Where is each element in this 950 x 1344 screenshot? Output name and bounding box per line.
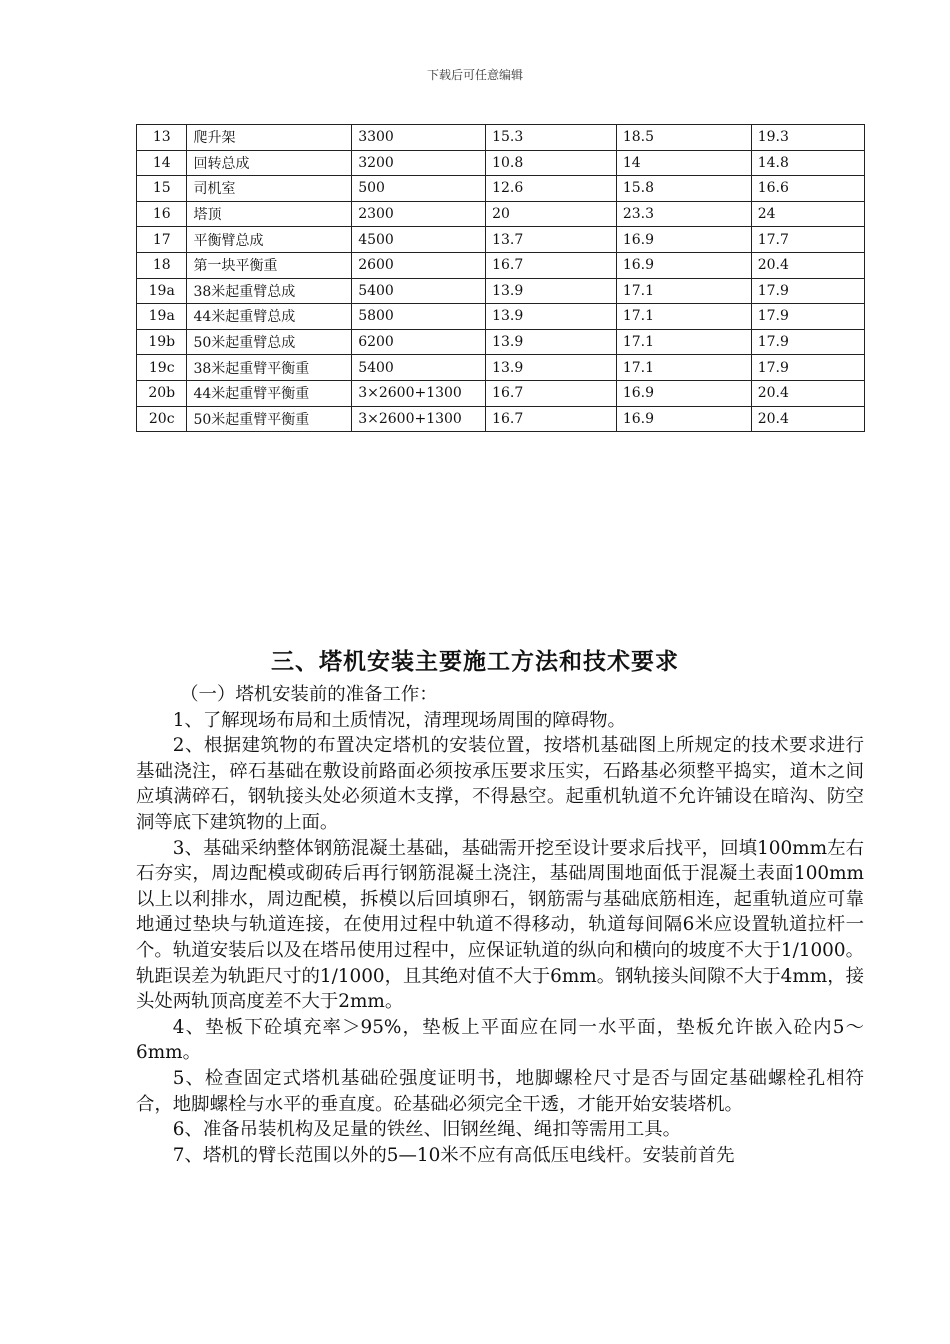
table-row — [137, 355, 865, 381]
table-row — [137, 125, 865, 151]
cell-value-a: 20 — [486, 201, 617, 227]
cell-value-a: 13.9 — [486, 329, 617, 355]
table-row — [137, 201, 865, 227]
cell-component: 50米起重臂总成 — [187, 329, 352, 355]
cell-weight: 2300 — [352, 201, 486, 227]
cell-weight: 4500 — [352, 227, 486, 253]
paragraph-5: 5、检查固定式塔机基础砼强度证明书，地脚螺栓尺寸是否与固定基础螺栓孔相符合，地脚螺栓与水平的垂直度。砼基础必须完全干透，才能开始安装塔机。 — [136, 1067, 864, 1115]
cell-no: 13 — [137, 125, 187, 151]
table-row — [137, 380, 865, 406]
cell-value-b: 17.1 — [616, 304, 751, 330]
cell-value-b: 16.9 — [616, 227, 751, 253]
cell-value-c: 20.4 — [751, 406, 864, 432]
cell-value-a: 13.9 — [486, 278, 617, 304]
section-subheading: （一）塔机安装前的准备工作： — [180, 684, 438, 705]
cell-value-b: 17.1 — [616, 278, 751, 304]
page-header-note: 下载后可任意编辑 — [426, 68, 523, 82]
cell-value-c: 17.9 — [751, 329, 864, 355]
cell-no: 20b — [137, 380, 187, 406]
table-row — [137, 406, 865, 432]
cell-value-a: 13.9 — [486, 304, 617, 330]
cell-component: 38米起重臂平衡重 — [187, 355, 352, 381]
cell-no: 17 — [137, 227, 187, 253]
cell-value-c: 14.8 — [751, 150, 864, 176]
cell-weight: 3200 — [352, 150, 486, 176]
cell-weight: 3×2600+1300 — [352, 406, 486, 432]
cell-weight: 5800 — [352, 304, 486, 330]
cell-value-c: 20.4 — [751, 380, 864, 406]
cell-value-c: 17.9 — [751, 304, 864, 330]
cell-component: 44米起重臂总成 — [187, 304, 352, 330]
cell-no: 20c — [137, 406, 187, 432]
cell-weight: 6200 — [352, 329, 486, 355]
cell-weight: 2600 — [352, 252, 486, 278]
cell-value-a: 10.8 — [486, 150, 617, 176]
cell-value-c: 19.3 — [751, 125, 864, 151]
components-table-body — [137, 125, 865, 432]
cell-no: 16 — [137, 201, 187, 227]
table-row — [137, 329, 865, 355]
cell-weight: 5400 — [352, 278, 486, 304]
table-row — [137, 304, 865, 330]
cell-component: 50米起重臂平衡重 — [187, 406, 352, 432]
cell-component: 44米起重臂平衡重 — [187, 380, 352, 406]
cell-weight: 3×2600+1300 — [352, 380, 486, 406]
cell-value-b: 16.9 — [616, 380, 751, 406]
cell-value-a: 12.6 — [486, 176, 617, 202]
cell-component: 司机室 — [187, 176, 352, 202]
cell-value-c: 17.9 — [751, 278, 864, 304]
cell-value-a: 15.3 — [486, 125, 617, 151]
paragraph-1: 1、了解现场布局和土质情况，清理现场周围的障碍物。 — [172, 709, 626, 731]
cell-value-a: 13.9 — [486, 355, 617, 381]
cell-value-b: 23.3 — [616, 201, 751, 227]
paragraph-3: 3、基础采纳整体钢筋混凝土基础，基础需开挖至设计要求后找平，回填100mm左右石夯实，周边配模或砌砖后再行钢筋混凝土浇注，基础周围地面低于混凝土表面100mm以上以利排水，周边配模，拆模以后回填卵石，钢筋需与基础底筋相连，起重轨道应可靠地通过垫块与轨道连接，在使用过程中轨道不得移动，轨道每间隔6米应设置轨道拉杆一个。轨道安装后以及在塔吊使用过程中，应保证轨道的纵向和横向的坡度不大于1/1000。轨距误差为轨距尺寸的1/1000，且其绝对值不大于6mm。钢轨接头间隙不大于4mm，接头处两轨顶高度差不大于2mm。 — [136, 837, 864, 1013]
cell-no: 14 — [137, 150, 187, 176]
cell-component: 爬升架 — [187, 125, 352, 151]
cell-component: 回转总成 — [187, 150, 352, 176]
cell-value-b: 18.5 — [616, 125, 751, 151]
cell-no: 15 — [137, 176, 187, 202]
cell-component: 塔顶 — [187, 201, 352, 227]
cell-value-c: 17.7 — [751, 227, 864, 253]
cell-weight: 500 — [352, 176, 486, 202]
cell-no: 19c — [137, 355, 187, 381]
cell-component: 38米起重臂总成 — [187, 278, 352, 304]
section-title: 三、塔机安装主要施工方法和技术要求 — [271, 649, 679, 675]
paragraph-6: 6、准备吊装机构及足量的铁丝、旧钢丝绳、绳扣等需用工具。 — [172, 1119, 682, 1141]
table-row — [137, 278, 865, 304]
cell-value-b: 15.8 — [616, 176, 751, 202]
paragraph-7: 7、塔机的臂长范围以外的5—10米不应有高低压电线杆。安装前首先 — [172, 1144, 735, 1166]
table-row — [137, 227, 865, 253]
components-table — [136, 124, 865, 432]
cell-value-c: 20.4 — [751, 252, 864, 278]
table-row — [137, 150, 865, 176]
cell-no: 19a — [137, 304, 187, 330]
cell-value-a: 16.7 — [486, 406, 617, 432]
cell-value-b: 17.1 — [616, 329, 751, 355]
cell-component: 第一块平衡重 — [187, 252, 352, 278]
cell-value-c: 17.9 — [751, 355, 864, 381]
section-body — [136, 682, 864, 1168]
cell-value-a: 16.7 — [486, 252, 617, 278]
table-row — [137, 252, 865, 278]
cell-value-b: 17.1 — [616, 355, 751, 381]
cell-value-c: 24 — [751, 201, 864, 227]
cell-no: 19b — [137, 329, 187, 355]
cell-value-a: 16.7 — [486, 380, 617, 406]
cell-value-c: 16.6 — [751, 176, 864, 202]
table-row — [137, 176, 865, 202]
cell-no: 18 — [137, 252, 187, 278]
cell-weight: 3300 — [352, 125, 486, 151]
cell-value-b: 14 — [616, 150, 751, 176]
cell-weight: 5400 — [352, 355, 486, 381]
cell-value-b: 16.9 — [616, 252, 751, 278]
paragraph-4: 4、垫板下砼填充率＞95%，垫板上平面应在同一水平面，垫板允许嵌入砼内5～6mm。 — [136, 1016, 864, 1064]
cell-value-a: 13.7 — [486, 227, 617, 253]
cell-value-b: 16.9 — [616, 406, 751, 432]
cell-no: 19a — [137, 278, 187, 304]
cell-component: 平衡臂总成 — [187, 227, 352, 253]
paragraph-2: 2、根据建筑物的布置决定塔机的安装位置，按塔机基础图上所规定的技术要求进行基础浇注，碎石基础在敷设前路面必须按承压要求压实，石路基必须整平捣实，道木之间应填满碎石，钢轨接头处必须道木支撑，不得悬空。起重机轨道不允许铺设在暗沟、防空洞等底下建筑物的上面。 — [136, 735, 864, 833]
